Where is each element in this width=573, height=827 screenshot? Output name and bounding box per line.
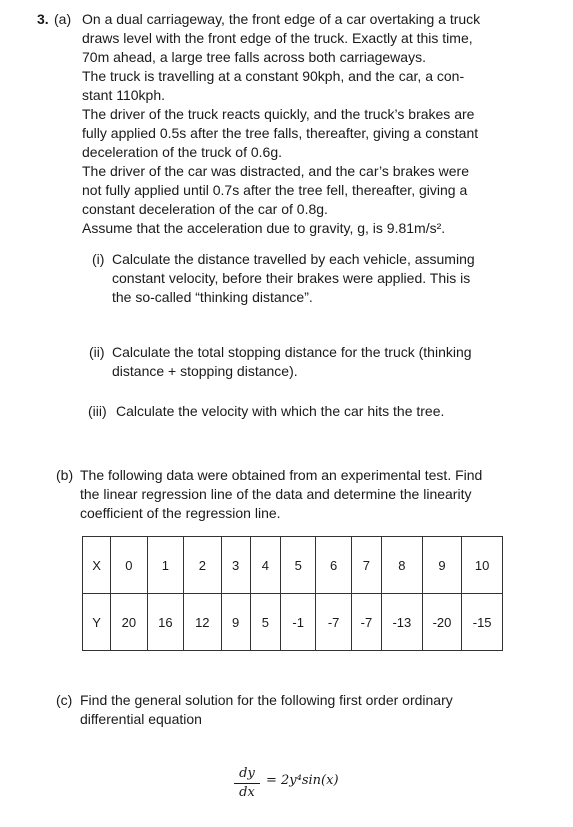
sub-ii-label: (ii) bbox=[89, 344, 105, 360]
part-a-line: The driver of the truck reacts quickly, and the truck’s brakes are bbox=[82, 106, 475, 122]
sub-i-line: the so-called “thinking distance”. bbox=[112, 289, 313, 305]
table-row-y bbox=[83, 594, 503, 651]
table-cell: 10 bbox=[462, 537, 503, 594]
part-a-label: (a) bbox=[54, 11, 72, 27]
sub-iii-line: Calculate the velocity with which the car hits the tree. bbox=[116, 403, 445, 419]
table-cell: -7 bbox=[316, 594, 351, 651]
part-a-line: On a dual carriageway, the front edge of a car overtaking a truck bbox=[82, 11, 481, 27]
sub-ii-line: distance + stopping distance). bbox=[112, 363, 298, 379]
table-cell: -15 bbox=[462, 594, 503, 651]
table-cell: -13 bbox=[382, 594, 423, 651]
table-cell: 5 bbox=[250, 594, 280, 651]
table-cell: -7 bbox=[351, 594, 381, 651]
question-number: 3. bbox=[37, 11, 49, 27]
derivative-fraction bbox=[234, 766, 260, 801]
table-cell: 8 bbox=[382, 537, 423, 594]
table-cell: 1 bbox=[147, 537, 183, 594]
regression-data-table bbox=[82, 536, 503, 651]
table-cell: 12 bbox=[184, 594, 222, 651]
part-b-line: The following data were obtained from an experimental test. Find bbox=[80, 467, 483, 483]
sub-i-line: Calculate the distance travelled by each vehicle, assuming bbox=[112, 251, 475, 267]
sub-iii-label: (iii) bbox=[88, 403, 107, 419]
sub-ii-line: Calculate the total stopping distance for the truck (thinking bbox=[112, 344, 472, 360]
part-c-line: Find the general solution for the following first order ordinary bbox=[80, 692, 453, 708]
part-b-line: the linear regression line of the data and determine the linearity bbox=[80, 486, 472, 502]
part-a-line: draws level with the front edge of the truck. Exactly at this time, bbox=[82, 30, 473, 46]
part-c-line: differential equation bbox=[80, 711, 202, 727]
part-b-line: coefficient of the regression line. bbox=[80, 505, 281, 521]
table-cell: 20 bbox=[111, 594, 147, 651]
part-b-label: (b) bbox=[56, 467, 74, 483]
part-a-line: The truck is travelling at a constant 90kph, and the car, a con- bbox=[82, 68, 465, 84]
table-cell: 0 bbox=[111, 537, 147, 594]
table-row-x bbox=[83, 537, 503, 594]
part-a-line: The driver of the car was distracted, and the car’s brakes were bbox=[82, 163, 469, 179]
part-a-line: deceleration of the truck of 0.6g. bbox=[82, 144, 283, 160]
part-a-line: fully applied 0.5s after the tree falls, thereafter, giving a constant bbox=[82, 125, 479, 141]
fraction-denominator: dx bbox=[239, 785, 255, 800]
table-cell: 4 bbox=[250, 537, 280, 594]
table-cell: 2 bbox=[184, 537, 222, 594]
table-cell: 7 bbox=[351, 537, 381, 594]
table-cell: 3 bbox=[221, 537, 250, 594]
part-a-line: constant deceleration of the car of 0.8g. bbox=[82, 201, 328, 217]
part-a-line: 70m ahead, a large tree falls across both carriageways. bbox=[82, 49, 426, 65]
part-c-label: (c) bbox=[56, 692, 73, 708]
fraction-bar bbox=[234, 783, 260, 784]
table-header-x: X bbox=[83, 537, 111, 594]
table-cell: 6 bbox=[316, 537, 351, 594]
part-a-line: stant 110kph. bbox=[82, 87, 166, 103]
equation-rhs: = 2y⁴sin(x) bbox=[266, 773, 339, 788]
table-cell: -20 bbox=[422, 594, 462, 651]
sub-i-line: constant velocity, before their brakes were applied. This is bbox=[112, 270, 471, 286]
table-cell: 9 bbox=[221, 594, 250, 651]
sub-i-label: (i) bbox=[92, 251, 105, 267]
table-header-y: Y bbox=[83, 594, 111, 651]
part-a-line: not fully applied until 0.7s after the tree fell, thereafter, giving a bbox=[82, 182, 468, 198]
table-cell: 9 bbox=[422, 537, 462, 594]
table-cell: 5 bbox=[280, 537, 315, 594]
fraction-numerator: dy bbox=[239, 766, 255, 781]
table-cell: -1 bbox=[280, 594, 315, 651]
part-a-line: Assume that the acceleration due to gravity, g, is 9.81m/s². bbox=[82, 220, 446, 236]
table-cell: 16 bbox=[147, 594, 183, 651]
